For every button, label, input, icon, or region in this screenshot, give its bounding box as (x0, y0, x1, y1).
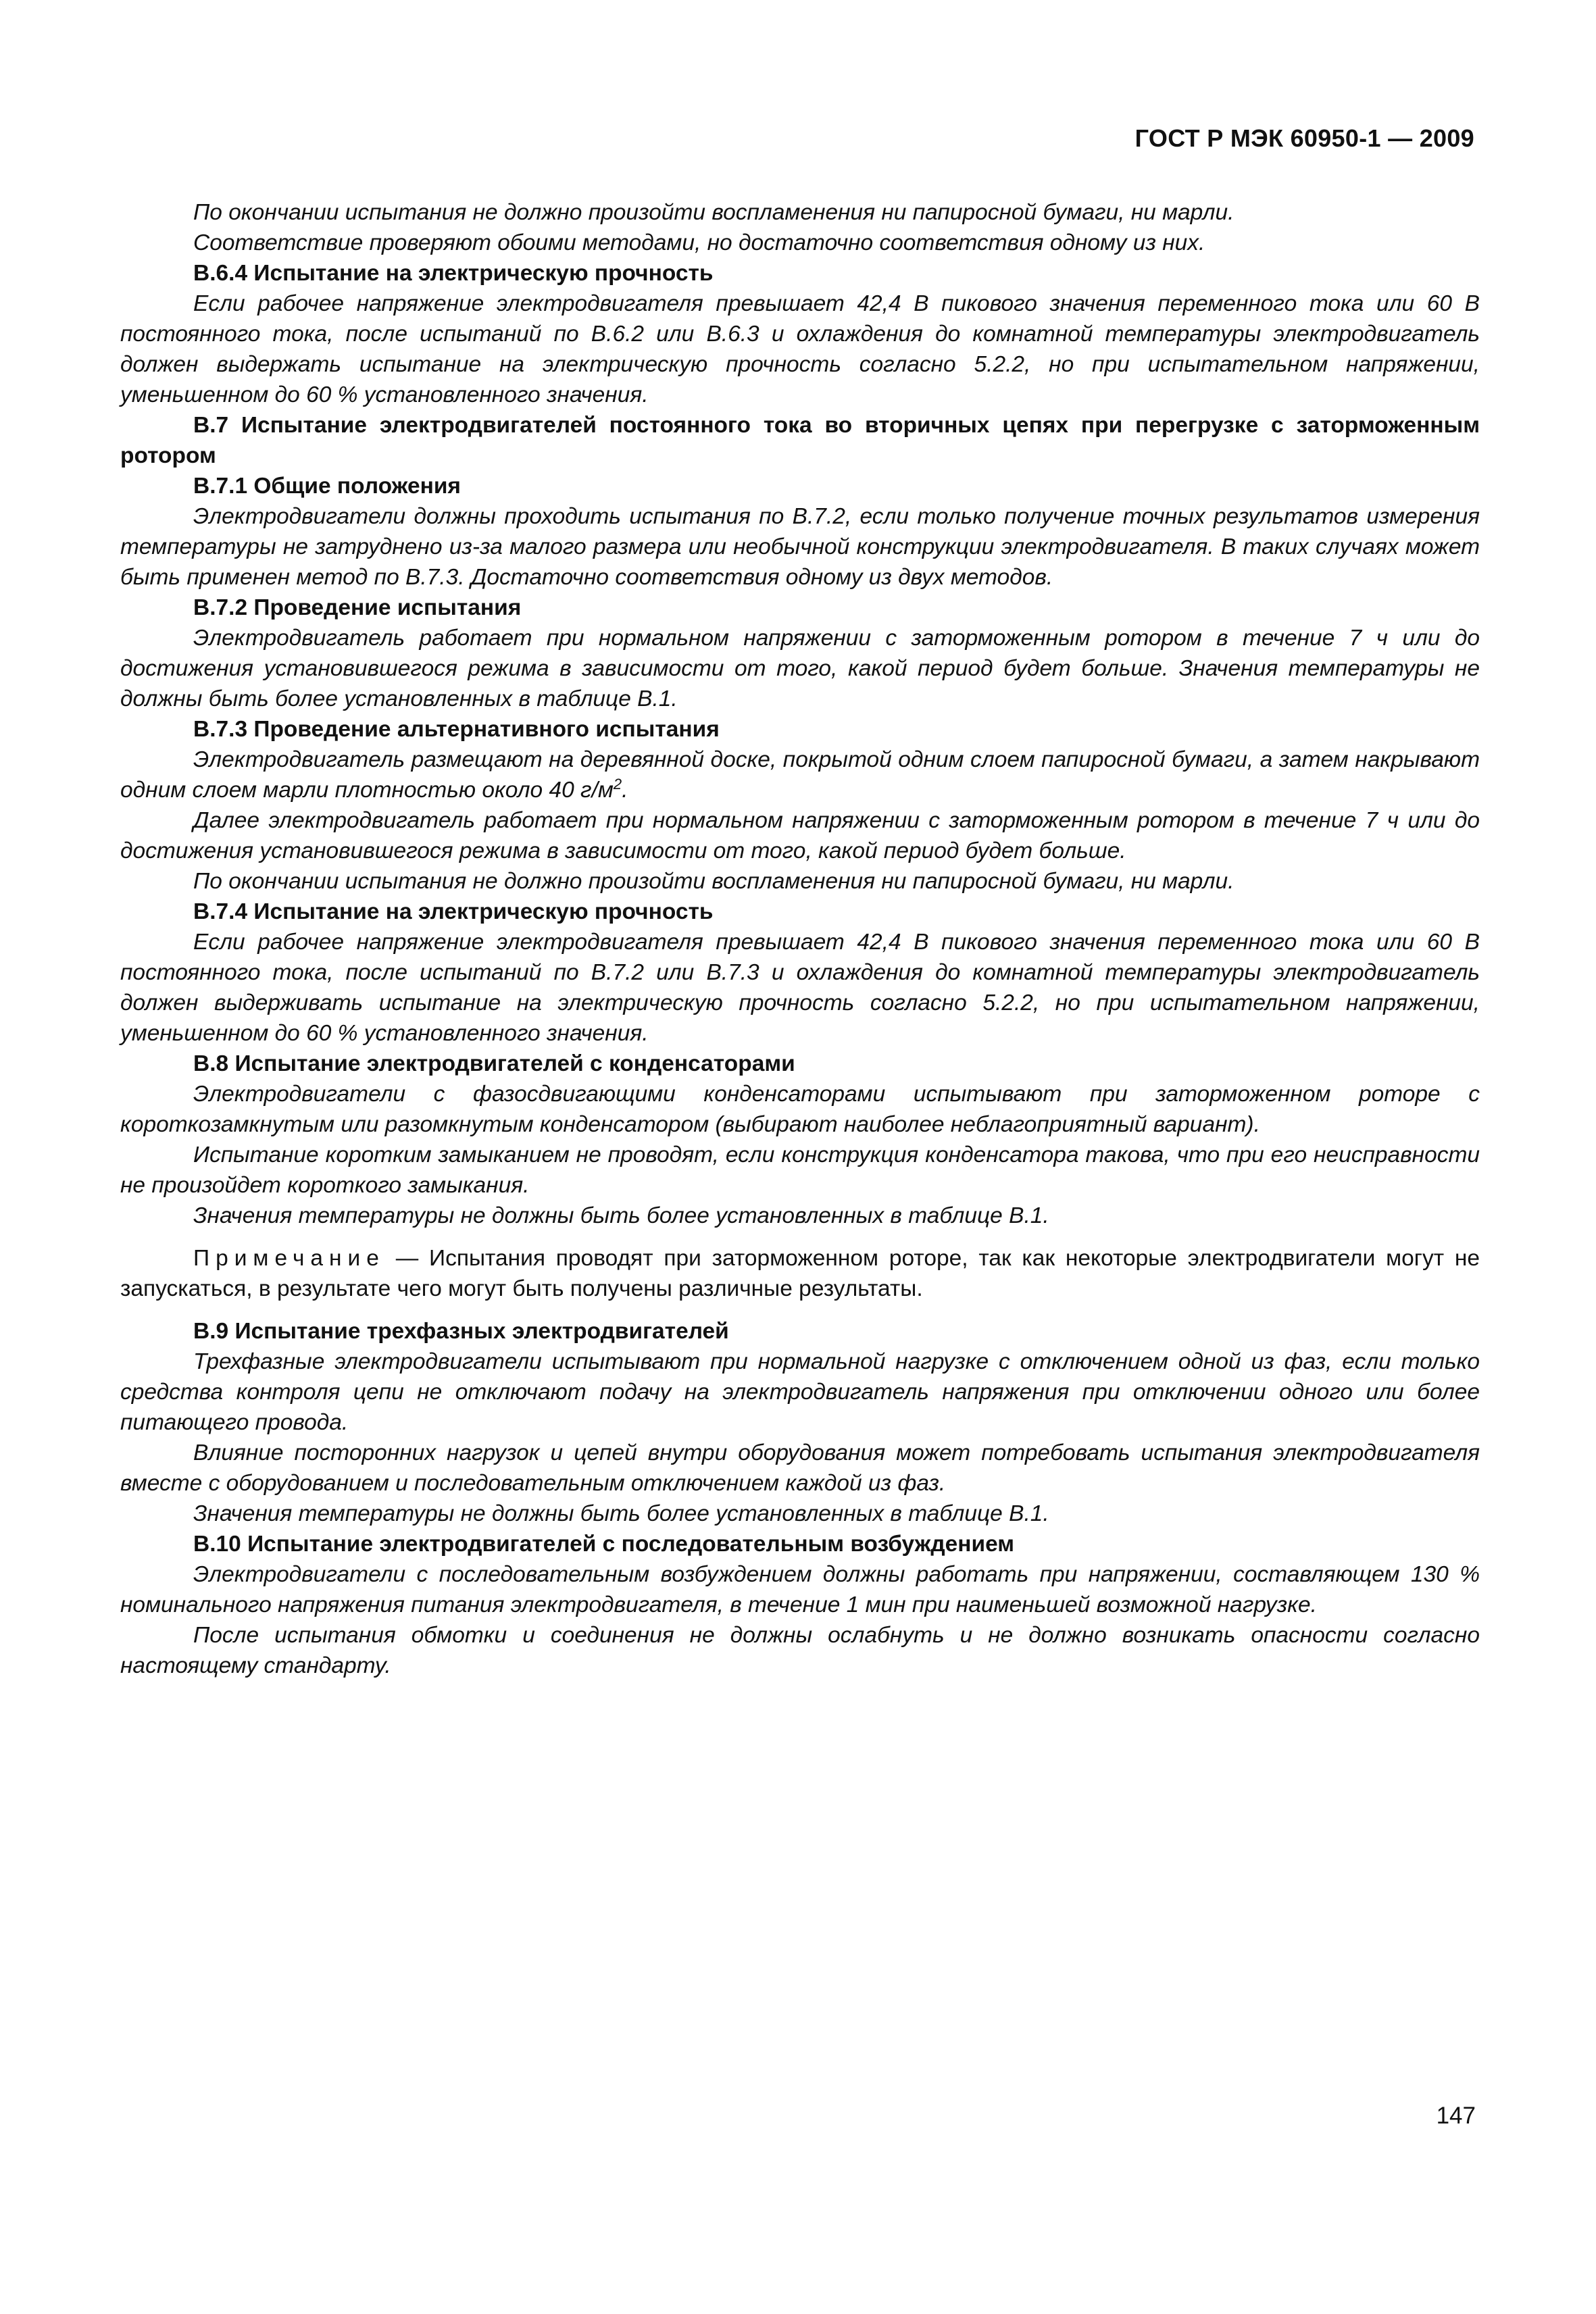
page-number: 147 (1436, 2103, 1476, 2129)
paragraph: Соответствие проверяют обоими методами, но достаточно соответствия одному из них. (193, 230, 1205, 255)
superscript: 2 (613, 775, 622, 793)
paragraph: Электродвигатели с последовательным возбуждением должны работать при напряжении, составляющем 130 % номинального напряжения питания электродвигателя, в течение 1 мин при наименьшей возможной нагрузке. (120, 1562, 1480, 1617)
paragraph: Электродвигатель работает при нормальном напряжении с заторможенным ротором в течение 7 ч или до достижения установившегося режима в зависимости от того, какой период будет больше. Значения температуры не должны быть более установленных в таблице В.1. (120, 626, 1480, 711)
note-text: — Испытания проводят при заторможенном роторе, так как некоторые электродвигатели могут не запускаться, в результате чего могут быть получены различные результаты. (120, 1246, 1480, 1301)
paragraph-with-superscript (120, 745, 1480, 805)
note (120, 1243, 1480, 1304)
section-heading: В.9 Испытание трехфазных электродвигателей (193, 1319, 729, 1344)
paragraph: Далее электродвигатель работает при нормальном напряжении с заторможенным ротором в течение 7 ч или до достижения установившегося режима в зависимости от того, какой период будет больше. (120, 808, 1480, 863)
section-heading: В.7.1 Общие положения (193, 474, 461, 499)
section-heading: В.7.2 Проведение испытания (193, 595, 522, 620)
paragraph: По окончании испытания не должно произойти воспламенения ни папиросной бумаги, ни марли. (193, 200, 1235, 225)
section-heading: В.6.4 Испытание на электрическую прочность (193, 261, 714, 286)
paragraph: После испытания обмотки и соединения не должны ослабнуть и не должно возникать опасности согласно настоящему стандарту. (120, 1623, 1480, 1678)
page-content (120, 197, 1480, 1681)
section-heading: В.7 Испытание электродвигателей постоянного тока во вторичных цепях при перегрузке с заторможенным ротором (120, 413, 1480, 468)
paragraph-tail: . (622, 778, 628, 803)
paragraph: Испытание коротким замыканием не проводят, если конструкция конденсатора такова, что при его неисправности не произойдет короткого замыкания. (120, 1142, 1480, 1198)
paragraph: Значения температуры не должны быть более установленных в таблице В.1. (193, 1501, 1049, 1526)
note-label: Примечание (193, 1246, 385, 1271)
paragraph: Трехфазные электродвигатели испытывают при нормальной нагрузке с отключением одной из фаз, если только средства контроля цепи не отключают подачу на электродвигатель напряжения при отключении одного или более питающего провода. (120, 1349, 1480, 1435)
paragraph-text: Электродвигатель размещают на деревянной доске, покрытой одним слоем папиросной бумаги, а затем накрывают одним слоем марли плотностью около 40 г/м (120, 747, 1480, 803)
paragraph: Если рабочее напряжение электродвигателя превышает 42,4 В пикового значения переменного тока или 60 В постоянного тока, после испытаний по В.6.2 или В.6.3 и охлаждения до комнатной температуры электродвигатель должен выдержать испытание на электрическую прочность согласно 5.2.2, но при испытательном напряжении, уменьшенном до 60 % установленного значения. (120, 291, 1480, 407)
section-heading: В.7.4 Испытание на электрическую прочность (193, 899, 714, 924)
paragraph: Значения температуры не должны быть более установленных в таблице В.1. (193, 1203, 1049, 1228)
paragraph: По окончании испытания не должно произойти воспламенения ни папиросной бумаги, ни марли. (193, 869, 1235, 894)
paragraph: Электродвигатели с фазосдвигающими конденсаторами испытывают при заторможенном роторе с короткозамкнутым или разомкнутым конденсатором (выбирают наиболее неблагоприятный вариант). (120, 1082, 1480, 1137)
paragraph: Влияние посторонних нагрузок и цепей внутри оборудования может потребовать испытания электродвигателя вместе с оборудованием и последовательным отключением каждой из фаз. (120, 1440, 1480, 1496)
section-heading: В.10 Испытание электродвигателей с последовательным возбуждением (193, 1532, 1015, 1557)
section-heading: В.8 Испытание электродвигателей с конденсаторами (193, 1051, 795, 1076)
paragraph: Электродвигатели должны проходить испытания по В.7.2, если только получение точных результатов измерения температуры не затруднено из-за малого размера или необычной конструкции электродвигателя. В таких случаях может быть применен метод по В.7.3. Достаточно соответствия одному из двух методов. (120, 504, 1480, 590)
standard-header: ГОСТ Р МЭК 60950-1 — 2009 (1134, 124, 1474, 152)
section-heading: В.7.3 Проведение альтернативного испытания (193, 717, 720, 742)
paragraph: Если рабочее напряжение электродвигателя превышает 42,4 В пикового значения переменного тока или 60 В постоянного тока, после испытаний по В.7.2 или В.7.3 и охлаждения до комнатной температуры электродвигатель должен выдерживать испытание на электрическую прочность согласно 5.2.2, но при испытательном напряжении, уменьшенном до 60 % установленного значения. (120, 930, 1480, 1046)
